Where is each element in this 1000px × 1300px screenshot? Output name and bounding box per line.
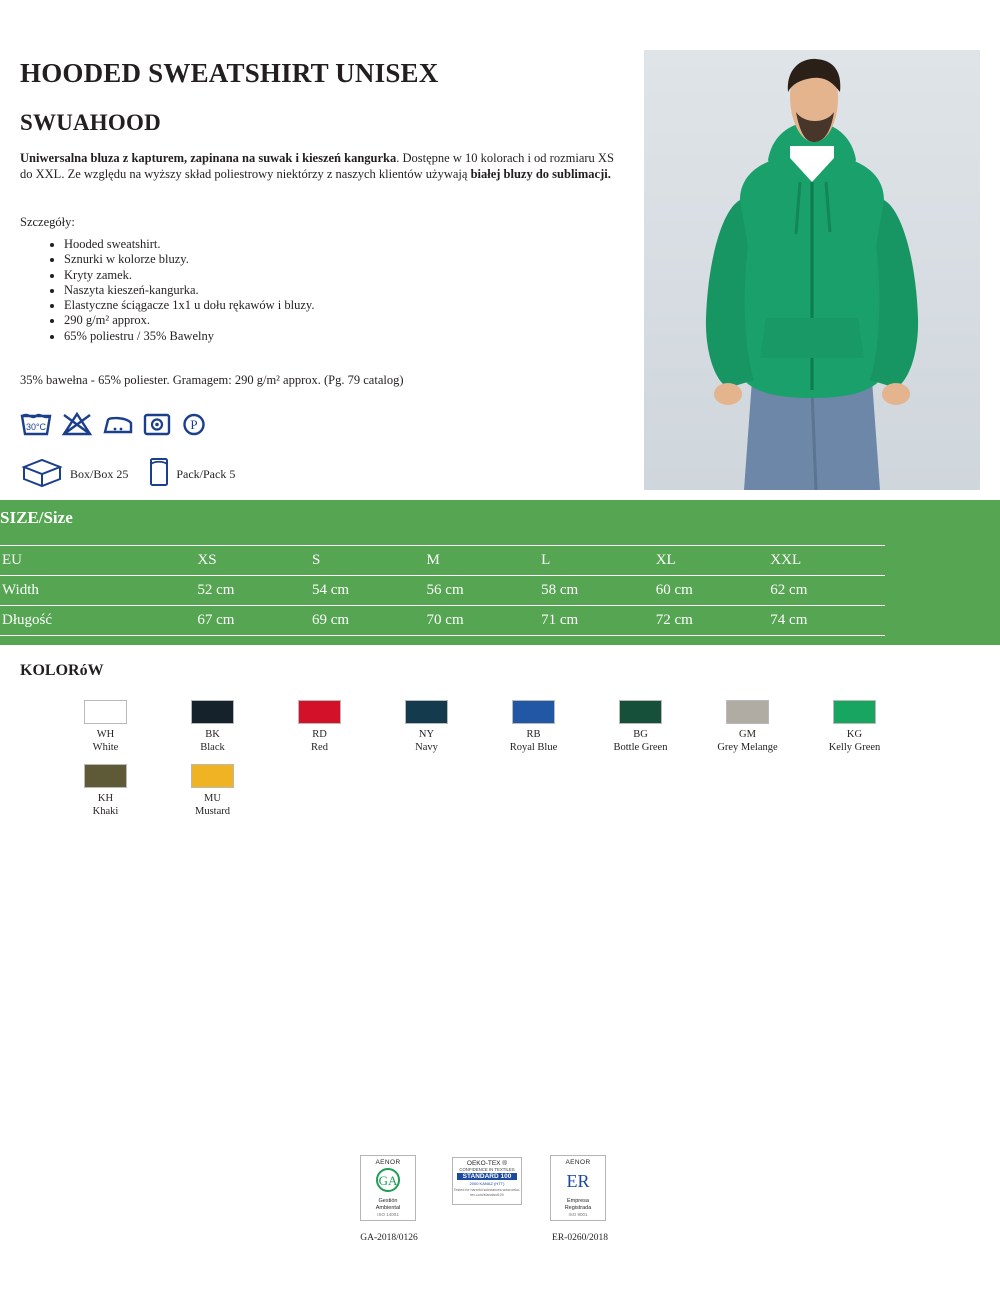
aenor-env-brand: AENOR: [375, 1159, 401, 1166]
color-code: NY: [418, 729, 435, 740]
dry-clean-p-icon: [180, 410, 208, 436]
oeko-tex-icon: [452, 1157, 522, 1205]
cell: XS: [197, 546, 312, 576]
oeko-sub: CONFIDENCE IN TEXTILES: [459, 1167, 515, 1172]
list-item: • Elastyczne ściągacze 1x1 u dołu rękawów i bluzy.: [64, 298, 314, 313]
svg-text:30°C: 30°C: [25, 422, 47, 432]
color-name: Royal Blue: [509, 742, 558, 753]
cell: 71 cm: [541, 606, 656, 636]
color-name: White: [92, 742, 119, 753]
no-bleach-icon: [61, 410, 93, 436]
color-name: Red: [311, 742, 328, 753]
color-swatch[interactable]: [833, 700, 876, 724]
color-swatch[interactable]: [298, 700, 341, 724]
aenor-env-line1: Gestión: [378, 1198, 398, 1204]
cell: XXL: [770, 546, 885, 576]
iron-icon: [102, 410, 134, 436]
svg-text:GA: GA: [378, 1173, 398, 1188]
color-name: Bottle Green: [613, 742, 668, 753]
color-swatch-item[interactable]: [801, 700, 908, 754]
cell: 72 cm: [656, 606, 771, 636]
composition-text: 35% bawełna - 65% poliester. Gramagem: 290 g/m² approx. (Pg. 79 catalog): [20, 373, 404, 387]
description-emphasis: białej bluzy do sublimacji.: [470, 167, 611, 181]
dry-clean-icon: [143, 410, 171, 436]
aenor-reg-brand: AENOR: [565, 1159, 591, 1166]
color-swatch-item[interactable]: [694, 700, 801, 754]
color-name: Kelly Green: [828, 742, 881, 753]
color-swatch-item[interactable]: [373, 700, 480, 754]
cell: 52 cm: [197, 576, 312, 606]
color-swatch-item[interactable]: [266, 700, 373, 754]
care-instruction-icons: [20, 410, 208, 436]
cell: XL: [656, 546, 771, 576]
box-label: Box/Box 25: [70, 466, 129, 481]
product-code: SWUAHOOD: [20, 110, 161, 135]
list-item: • Sznurki w kolorze bluzy.: [64, 252, 314, 267]
details-label: Szczegóły:: [20, 215, 75, 229]
aenor-env-line2: Ambiental: [375, 1205, 401, 1211]
color-swatch[interactable]: [405, 700, 448, 724]
wash-30-icon: [20, 410, 52, 436]
color-swatch-item[interactable]: [159, 700, 266, 754]
product-description: [20, 150, 620, 182]
color-swatch[interactable]: [726, 700, 769, 724]
description-lead: Uniwersalna bluza z kapturem, zapinana na suwak i kieszeń kangurka: [20, 151, 397, 165]
color-code: KH: [97, 793, 114, 804]
cell: 56 cm: [427, 576, 542, 606]
row-label: Width: [0, 576, 197, 606]
cell: M: [427, 546, 542, 576]
list-item: • 65% poliestru / 35% Bawelny: [64, 329, 314, 344]
color-name: Mustard: [195, 806, 230, 817]
color-swatch-item[interactable]: [52, 764, 159, 818]
table-row: [0, 576, 885, 606]
list-item: • 290 g/m² approx.: [64, 313, 314, 328]
aenor-reg-line1: Empresa: [566, 1198, 589, 1204]
pack-label: Pack/Pack 5: [176, 466, 236, 481]
oeko-number: 2000 KANAZ (HTT): [469, 1181, 505, 1186]
color-swatch[interactable]: [84, 700, 127, 724]
aenor-env-caption: GA-2018/0126: [360, 1233, 418, 1243]
cell: 69 cm: [312, 606, 427, 636]
color-name: Grey Melange: [717, 742, 778, 753]
aenor-registered-icon: [550, 1155, 606, 1221]
oeko-standard: STANDARD 100: [457, 1173, 517, 1180]
color-swatch[interactable]: [619, 700, 662, 724]
details-list: [42, 237, 314, 344]
oeko-brand: OEKO-TEX ®: [466, 1160, 508, 1167]
size-section: [0, 500, 1000, 645]
table-row: [0, 546, 885, 576]
cell: 60 cm: [656, 576, 771, 606]
cell: 67 cm: [197, 606, 312, 636]
row-label: Długość: [0, 606, 197, 636]
color-swatch[interactable]: [512, 700, 555, 724]
color-name: Navy: [415, 742, 438, 753]
color-code: RD: [312, 729, 327, 740]
list-item: • Naszyta kieszeń-kangurka.: [64, 283, 314, 298]
color-swatch-item[interactable]: [480, 700, 587, 754]
cell: S: [312, 546, 427, 576]
color-code: RB: [526, 729, 541, 740]
row-label: EU: [0, 546, 197, 576]
color-swatch-item[interactable]: [52, 700, 159, 754]
aenor-env-iso: ISO 14001: [377, 1212, 399, 1217]
color-code: BK: [205, 729, 220, 740]
pack-icon: [148, 455, 170, 493]
size-section-title: SIZE/Size: [0, 508, 73, 527]
table-row: [0, 606, 885, 636]
box-icon: [20, 455, 64, 493]
color-code: WH: [96, 729, 115, 740]
packaging-info: [20, 455, 235, 493]
color-code: GM: [739, 729, 756, 740]
svg-text:ER: ER: [566, 1171, 590, 1191]
colors-section-title: KOLORóW: [20, 662, 104, 679]
color-code: KG: [846, 729, 863, 740]
list-item: • Hooded sweatshirt.: [64, 237, 314, 252]
oeko-fine-print: Tested for harmful substances www.oeko-tex.com/standard100: [453, 1188, 521, 1197]
size-table: [0, 545, 885, 636]
aenor-reg-iso: ISO 9001: [568, 1212, 588, 1217]
aenor-reg-line2: Registrada: [564, 1205, 592, 1211]
color-swatch-item[interactable]: [587, 700, 694, 754]
color-swatch[interactable]: [191, 700, 234, 724]
color-code: BG: [633, 729, 648, 740]
color-swatch[interactable]: [84, 764, 127, 788]
color-code: MU: [204, 793, 221, 804]
cell: 62 cm: [770, 576, 885, 606]
cell: 74 cm: [770, 606, 885, 636]
page-title: HOODED SWEATSHIRT UNISEX: [20, 58, 439, 88]
color-name: Black: [200, 742, 225, 753]
list-item: • Kryty zamek.: [64, 268, 314, 283]
description-rest: . Dostępne w 10 kolorach i od rozmiaru XS do XXL. Ze względu na wyższy skład poliestrowy niektórzy z naszych klientów używają: [20, 151, 614, 181]
certificates: [360, 1155, 660, 1265]
color-swatch-grid: [52, 700, 982, 828]
color-name: Khaki: [92, 806, 119, 817]
cell: 70 cm: [427, 606, 542, 636]
product-photo: [644, 50, 980, 490]
cell: 58 cm: [541, 576, 656, 606]
aenor-reg-caption: ER-0260/2018: [552, 1233, 608, 1243]
aenor-environment-icon: [360, 1155, 416, 1221]
color-swatch[interactable]: [191, 764, 234, 788]
color-swatch-item[interactable]: [159, 764, 266, 818]
svg-text:P: P: [190, 417, 198, 432]
cell: L: [541, 546, 656, 576]
cell: 54 cm: [312, 576, 427, 606]
